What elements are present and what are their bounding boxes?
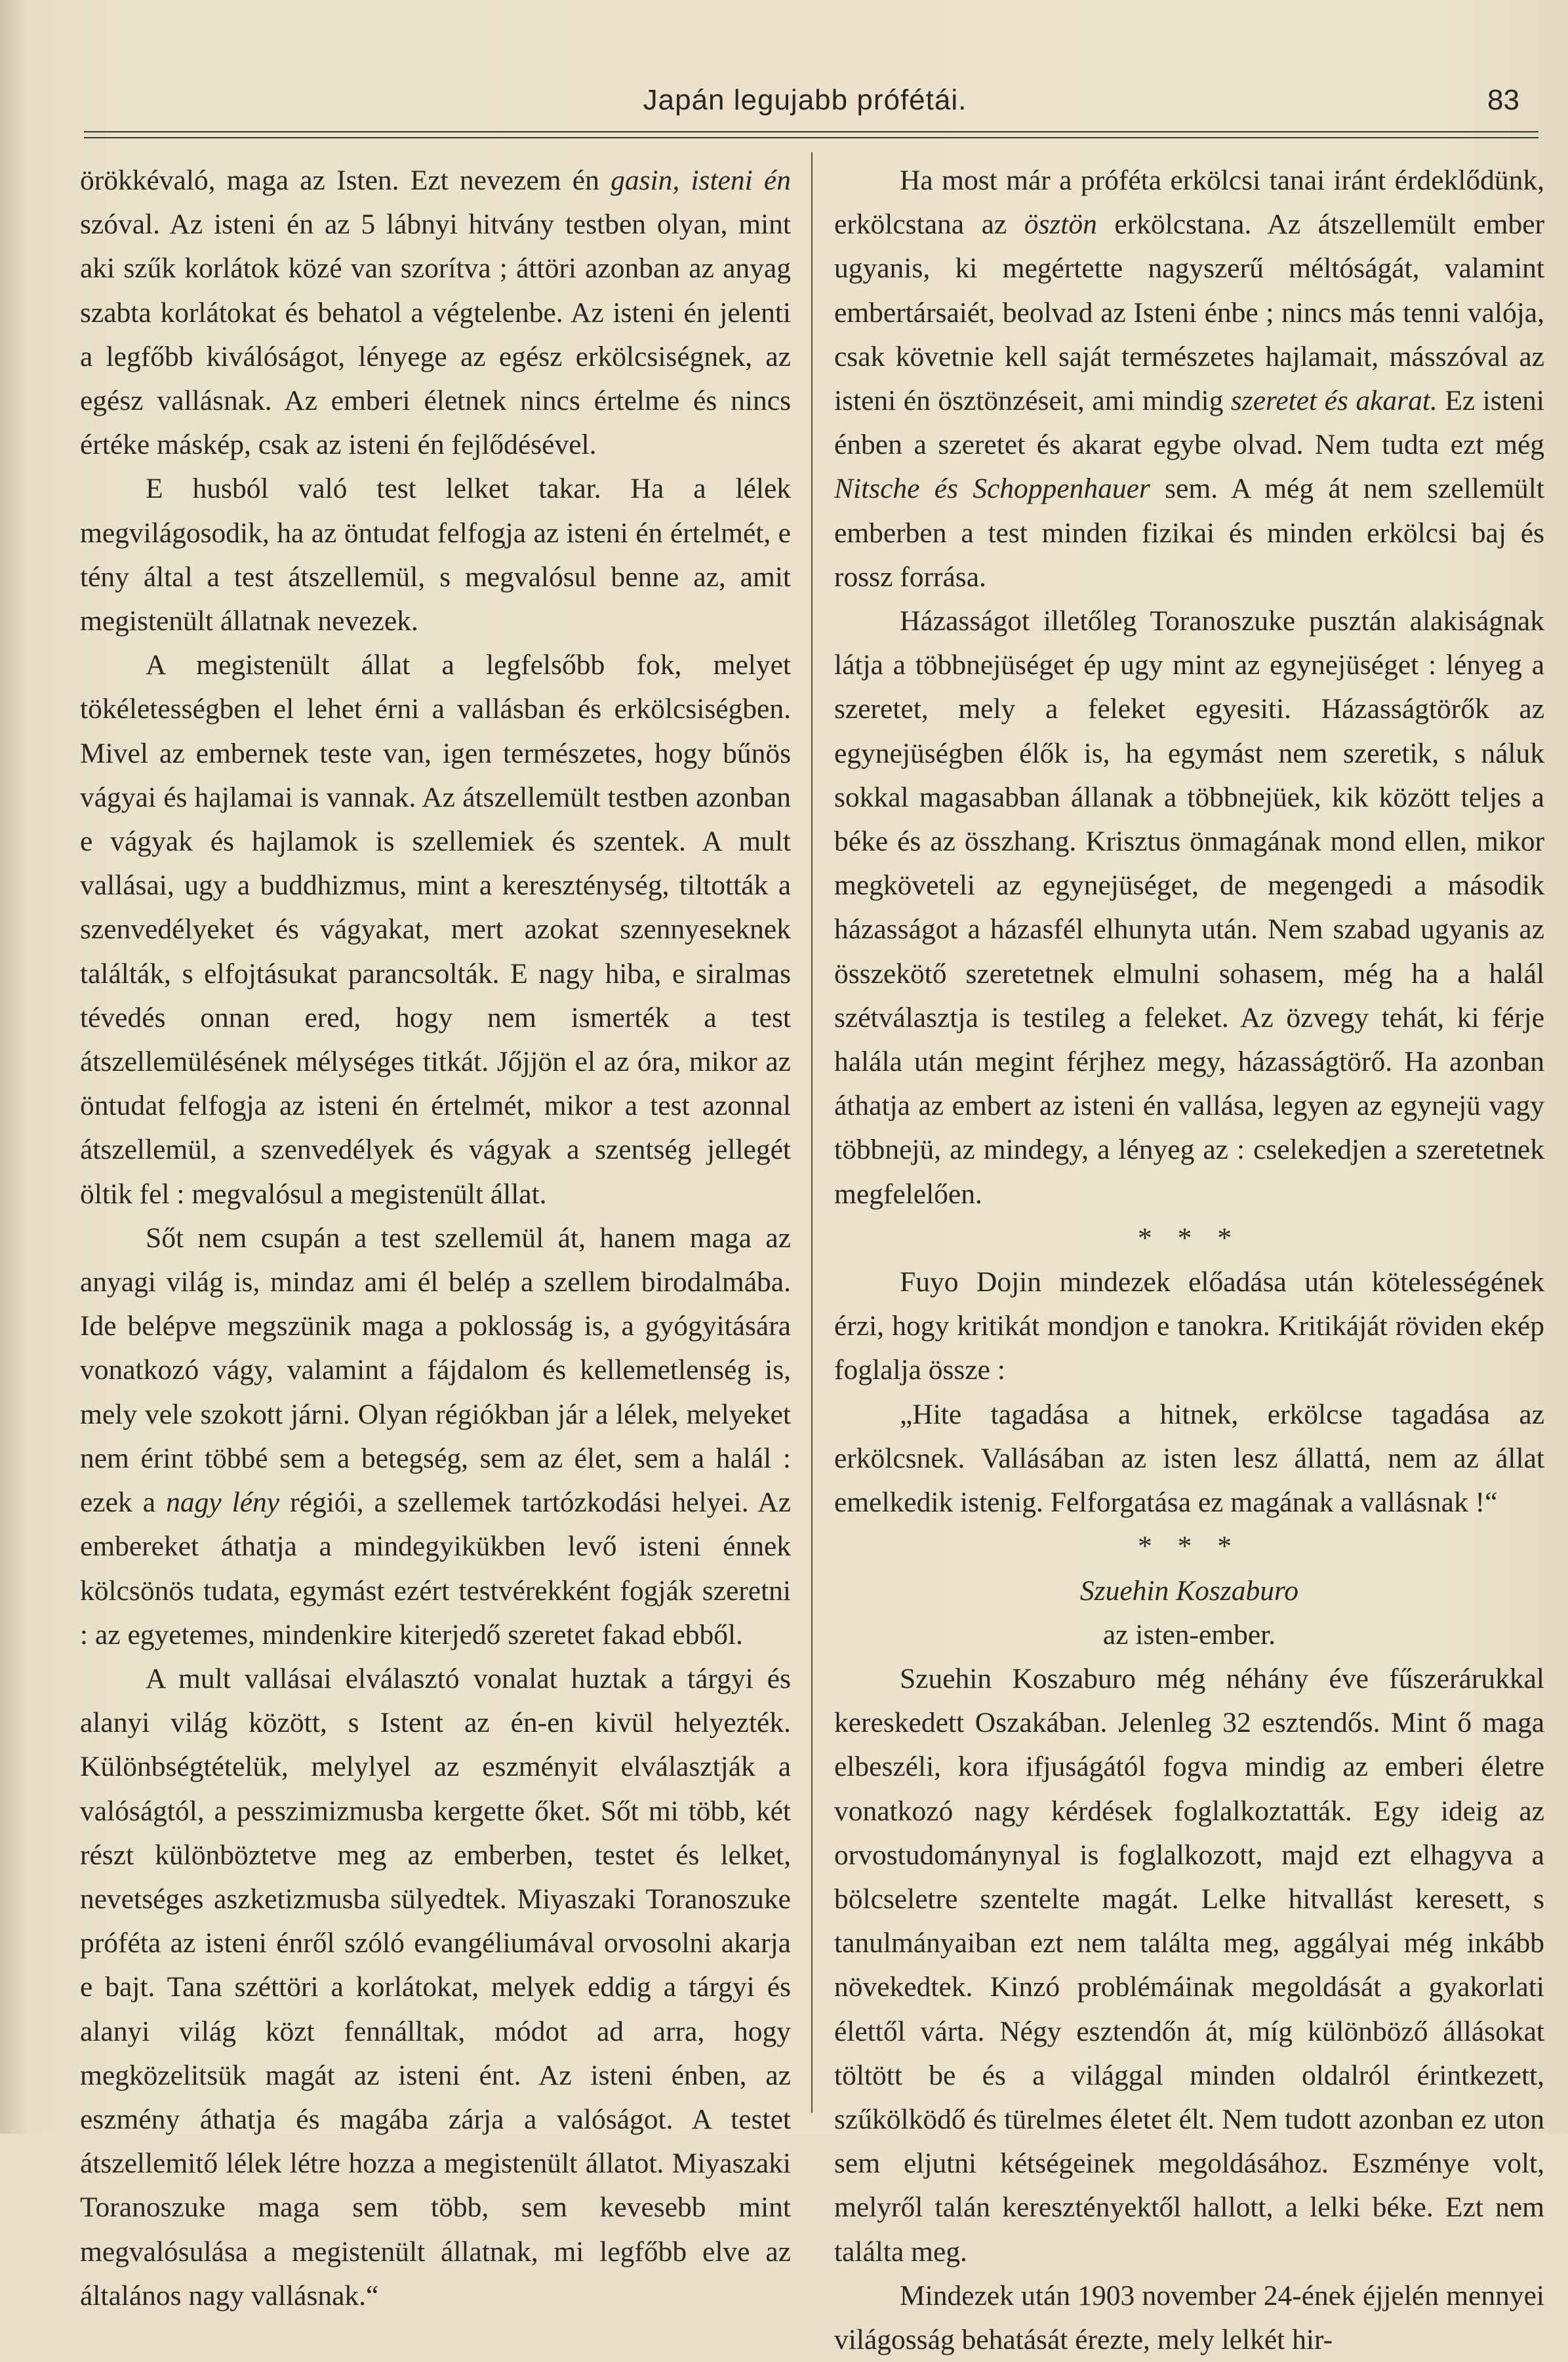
right-paragraph-4: „Hite tagadása a hitnek, erkölcse tagadása az erkölcsnek. Vallásában az isten lesz állattá, nem az állat emelkedik istenig. Felforgatása ez magának a vallásnak !“ (834, 1398, 1544, 1519)
right-paragraph-1: Ha most már a próféta erkölcsi tanai iránt érdeklődünk, erkölcstana az ösztön erkölcstana. Az átszellemült ember ugyanis, ki megértette nagyszerű méltóságát, valamint embertársaiét, beolvad az Isteni énbe ; nincs más tenni valója, csak követnie kell saját természetes hajlamait, másszóval az isteni én ösztönzéseit, ami mindig szeretet és akarat. Ez isteni énben a szeretet és akarat egybe olvad. Nem tudta ezt még Nitsche és Schoppenhauer sem. A még át nem szellemült emberben a test minden fizikai és minden erkölcsi baj és rossz forrása. (834, 165, 1545, 593)
left-paragraph-4: Sőt nem csupán a test szellemül át, hanem maga az anyagi világ is, mindaz ami él belép a szellem birodalmába. Ide belépve megszünik maga a poklosság is, a gyógyitására vonatkozó vágy, valamint a fájdalom és kellemetlenség is, mely vele szokott járni. Olyan régiókban jár a lélek, melyeket nem érint többé sem a betegség, sem az élet, sem a halál : ezek a nagy lény régiói, a szellemek tartózkodási helyei. Az embereket áthatja a mindegyikükben levő isteni énnek kölcsönös tudata, egymást ezért testvérekként fogják szeretni : az egyetemes, mindenkire kiterjedő szeretet fakad ebből. (80, 1222, 792, 1651)
right-paragraph-2: Házasságot illetőleg Toranoszuke pusztán alakiságnak látja a többnejüséget ép ugy mint az egynejüséget : lényeg a szeretet, mely a feleket egyesiti. Házasságtörők az egynejüségben élők is, ha egymást nem szeretik, s náluk sokkal magasabban állanak a többnejüek, kik között teljes a béke és az összhang. Krisztus önmagának mond ellen, mikor megköveteli az egynejüséget, de megengedi a második házasságot a házasfél elhunyta után. Nem szabad ugyanis az összekötő szeretetnek elmulni sohasem, még ha a halál szétválasztja is testileg a feleket. Az özvegy tehát, ki férje halála után megint férjhez megy, házasságtörő. Ha azonban áthatja az embert az isteni én vallása, legyen az egynejü vagy többnejü, az mindegy, a lényeg az : cselekedjen a szeretetnek megfelelően. (834, 605, 1544, 1210)
emphasis-osztön: ösztön (1024, 209, 1097, 241)
page-number: 83 (1487, 84, 1519, 116)
section-separator-2: * * * (1138, 1531, 1241, 1563)
page-header (84, 84, 1526, 130)
left-column (80, 159, 791, 2318)
right-column (834, 159, 1544, 2362)
emphasis-szeretet-es-akarat: szeretet és akarat. (1230, 385, 1437, 417)
left-paragraph-1: örökkévaló, maga az Isten. Ezt nevezem én gasin, isteni én szóval. Az isteni én az 5 lábnyi hitvány testben olyan, mint aki szűk korlátok közé van szorítva ; áttöri azonban az anyag szabta korlátokat és behatol a végtelenbe. Az isteni én jelenti a legfőbb kiválóságot, lényege az egész erkölcsiségnek, az egész vallásnak. Az emberi életnek nincs értelme és nincs értéke máskép, csak az isteni én fejlődésével. (80, 165, 791, 461)
left-paragraph-5: A mult vallásai elválasztó vonalat huztak a tárgyi és alanyi világ között, s Istent az én-en kivül helyezték. Különbségtételük, melylyel az eszményit elválasztják a valóságtól, a pesszimizmusba kergette őket. Sőt mi több, két részt különböztetve meg az emberben, testet és lelket, nevetséges aszketizmusba sülyedtek. Miyaszaki Toranoszuke próféta az isteni énről szóló evangéliumával orvosolni akarja e bajt. Tana széttöri a korlátokat, melyek eddig a tárgyi és alanyi világ közt fennálltak, módot ad arra, hogy megközelitsük magát az isteni ént. Az isteni énben, az eszmény áthatja és magába zárja a valóságot. A testet átszellemitő lélek létre hozza a megistenült állatot. Miyaszaki Toranoszuke maga sem több, sem kevesebb mint megvalósulása a megistenült állatnak, mi legfőbb elve az általános nagy vallásnak.“ (80, 1662, 791, 2312)
emphasis-gasin: gasin, isteni én (611, 165, 791, 196)
section-separator-1: * * * (1138, 1222, 1241, 1254)
emphasis-nitsche: Nitsche és Schoppenhauer (834, 473, 1150, 505)
left-paragraph-2: E husból való test lelket takar. Ha a lélek megvilágosodik, ha az öntudat felfogja az isteni én értelmét, e tény által a test átszellemül, s megvalósul benne az, amit megistenült állatnak nevezek. (80, 473, 791, 637)
chapter-heading: Szuehin Koszaburo (1079, 1574, 1299, 1607)
header-rule (84, 131, 1538, 138)
emphasis-nagy-leny: nagy lény (166, 1487, 280, 1519)
right-paragraph-3: Fuyo Dojin mindezek előadása után kötelességének érzi, hogy kritikát mondjon e tanokra. Kritikáját röviden ekép foglalja össze : (834, 1266, 1544, 1386)
running-title: Japán legujabb prófétái. (643, 84, 967, 116)
column-divider (811, 152, 813, 2113)
right-paragraph-5: Szuehin Koszaburo még néhány éve fűszerárukkal kereskedett Oszakában. Jelenleg 32 esztendős. Mint ő maga elbeszéli, kora ifjuságától fogva mindig az emberi életre vonatkozó nagy kérdések foglalkoztatták. Egy ideig az orvostudománynyal is foglalkozott, majd ezt elhagyva a bölcseletre szentelte magát. Lelke hitvallást keresett, s tanulmányaiban ezt nem találta meg, aggályai még inkább növekedtek. Kinzó problémáinak megoldását a gyakorlati élettől várta. Négy esztendőn át, míg különböző állásokat töltött be és a világgal minden oldalról érintkezett, szűkölködő és türelmes életet élt. Nem tudott azonban ez uton sem eljutni kétségeinek megoldásához. Eszménye volt, melyről talán keresztényektől hallott, a lelki béke. Ezt nem találta meg. (834, 1662, 1544, 2268)
left-paragraph-3: A megistenült állat a legfelsőbb fok, melyet tökéletességben el lehet érni a vallásban és erkölcsiségben. Mivel az embernek teste van, igen természetes, hogy bűnös vágyai és hajlamai is vannak. Az átszellemült testben azonban e vágyak és hajlamok is szellemiek és szentek. A mult vallásai, ugy a buddhizmus, mint a kereszténység, tiltották a szenvedélyeket és vágyakat, mert azokat szennyeseknek találták, s elfojtásukat parancsolták. E nagy hiba, e siralmas tévedés onnan ered, hogy nem ismerték a test átszellemülésének mélységes titkát. Jőjjön el az óra, mikor az öntudat felfogja az isteni én értelmét, mikor a test azonnal átszellemül, a szenvedélyek és vágyak a szentség jellegét öltik fel : megvalósul a megistenült állat. (80, 649, 791, 1210)
chapter-subheading: az isten-ember. (1102, 1618, 1276, 1651)
right-paragraph-6: Mindezek után 1903 november 24-ének éjjelén mennyei világosság behatását érezte, mely lelkét hir- (834, 2279, 1544, 2355)
